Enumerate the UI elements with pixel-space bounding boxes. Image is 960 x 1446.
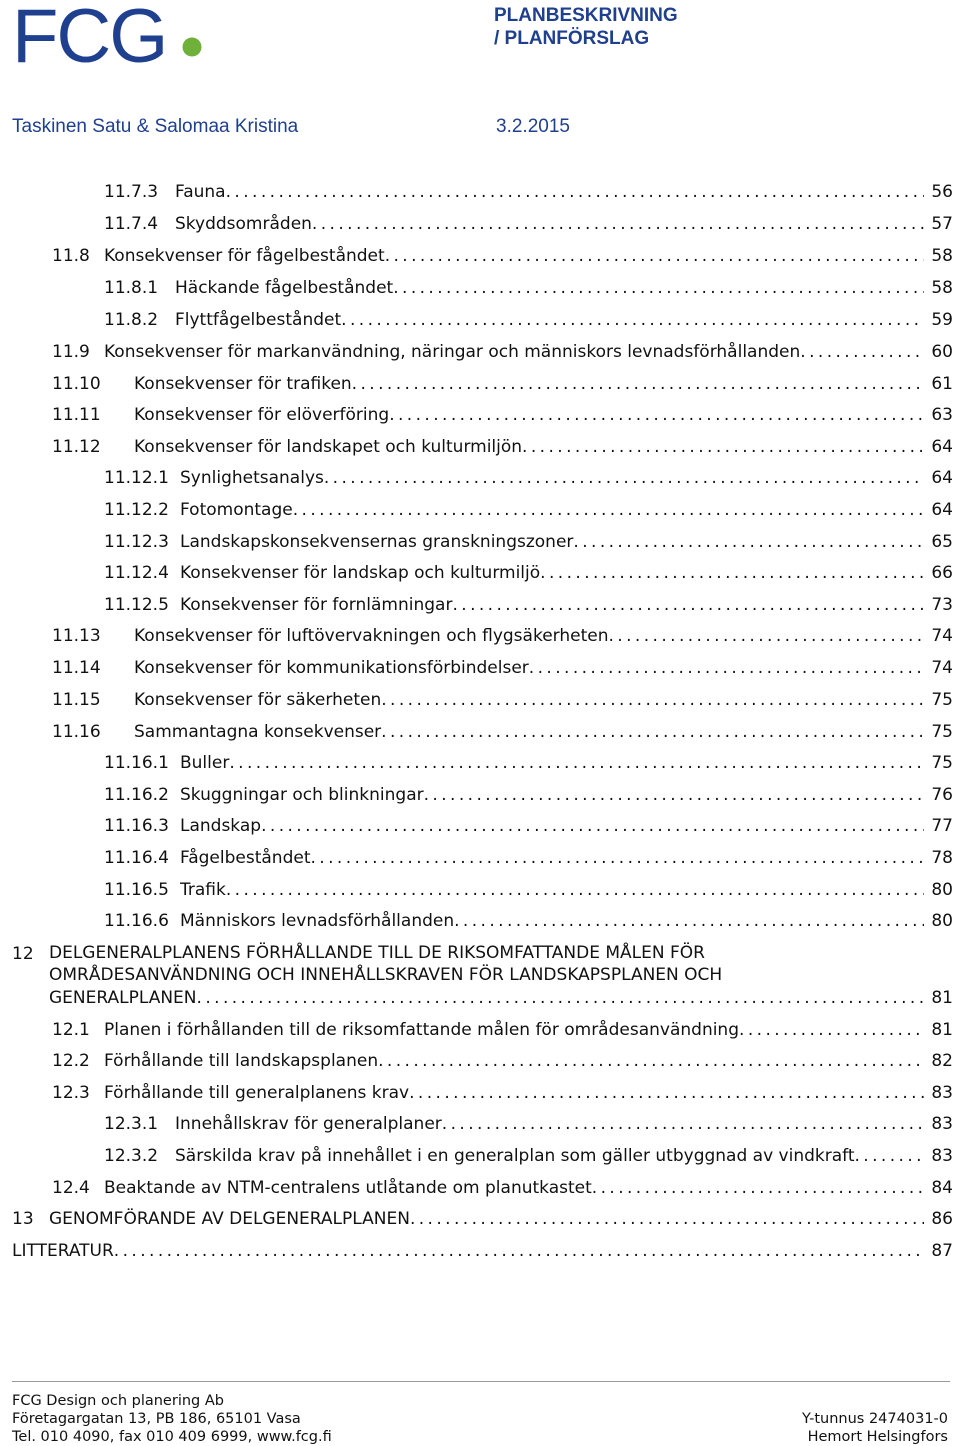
toc-entry-title: GENOMFÖRANDE AV DELGENERALPLANEN (49, 1209, 410, 1229)
toc-entry-page: 78 (931, 848, 953, 868)
toc-entry-title: Konsekvenser för elöverföring (134, 405, 390, 425)
toc-entry-page: 83 (931, 1083, 953, 1103)
toc-entry-title: Konsekvenser för kommunikationsförbindelser (134, 658, 529, 678)
toc-dot-leader (410, 1207, 924, 1231)
toc-entry-title: Fotomontage (180, 500, 293, 520)
toc-entry-number: 11.8.1 (104, 278, 159, 298)
toc-entry-page: 83 (931, 1146, 953, 1166)
toc-entry-title: LITTERATUR (12, 1241, 114, 1261)
toc-entry-page: 76 (931, 785, 953, 805)
toc-dot-leader (454, 909, 924, 933)
toc-entry-page: 80 (931, 911, 953, 931)
toc-entry[interactable] (0, 276, 960, 300)
toc-entry[interactable] (0, 561, 960, 585)
toc-entry-number: 11.12 (52, 437, 101, 457)
toc-entry[interactable] (0, 180, 960, 204)
toc-dot-leader (226, 878, 924, 902)
toc-entry-number: 11.16.6 (104, 911, 169, 931)
toc-entry-number: 11.9 (52, 342, 90, 362)
toc-entry-title: Konsekvenser för trafiken (134, 374, 352, 394)
toc-dot-leader (197, 986, 924, 1010)
toc-entry-title: Konsekvenser för fornlämningar (180, 595, 453, 615)
toc-entry-title: Konsekvenser för landskapet och kulturmiljön (134, 437, 523, 457)
doc-type-line-1: PLANBESKRIVNING (494, 5, 678, 26)
toc-entry-number: 11.16 (52, 722, 101, 742)
toc-dot-leader (442, 1112, 924, 1136)
toc-dot-leader (312, 212, 924, 236)
toc-entry[interactable] (0, 878, 960, 902)
toc-entry-number: 12.4 (52, 1178, 90, 1198)
authors: Taskinen Satu & Salomaa Kristina (12, 116, 299, 137)
toc-entry[interactable] (0, 1176, 960, 1200)
toc-entry-number: 11.7.4 (104, 214, 159, 234)
toc-entry-page: 66 (931, 563, 953, 583)
toc-dot-leader (452, 593, 924, 617)
toc-entry-page: 73 (931, 595, 953, 615)
toc-dot-leader (522, 435, 924, 459)
toc-entry-page: 86 (931, 1209, 953, 1229)
toc-entry[interactable] (0, 688, 960, 712)
toc-entry-number: 11.12.3 (104, 532, 169, 552)
toc-entry-title: Planen i förhållanden till de riksomfattande målen för områdesanvändning (104, 1020, 740, 1040)
toc-dot-leader (352, 372, 924, 396)
toc-entry-number: 12.3 (52, 1083, 90, 1103)
toc-entry-page: 75 (931, 753, 953, 773)
toc-entry-title: Sammantagna konsekvenser (134, 722, 382, 742)
toc-entry-page: 64 (931, 437, 953, 457)
toc-entry[interactable] (0, 624, 960, 648)
toc-entry-title: Landskap (180, 816, 262, 836)
toc-entry-title: Häckande fågelbeståndet (175, 278, 394, 298)
toc-entry[interactable] (0, 1018, 960, 1042)
toc-dot-leader (800, 340, 924, 364)
toc-entry-title: Skuggningar och blinkningar (180, 785, 424, 805)
toc-entry-title: Konsekvenser för luftövervakningen och flygsäkerheten (134, 626, 609, 646)
toc-entry-title: Flyttfågelbeståndet (175, 310, 342, 330)
toc-dot-leader (385, 244, 924, 268)
toc-entry-page: 74 (931, 658, 953, 678)
toc-dot-leader (311, 846, 925, 870)
toc-entry-title: Skyddsområden (175, 214, 312, 234)
toc-entry-title: Landskapskonsekvensernas granskningszoner (180, 532, 574, 552)
toc-dot-leader (608, 624, 924, 648)
toc-entry-number: 11.16.1 (104, 753, 169, 773)
toc-entry-title-line: DELGENERALPLANENS FÖRHÅLLANDE TILL DE RIKSOMFATTANDE MÅLEN FÖR (49, 943, 705, 963)
toc-entry-title: Konsekvenser för säkerheten (134, 690, 382, 710)
toc-dot-leader (381, 720, 924, 744)
toc-entry[interactable] (0, 1144, 960, 1168)
toc-entry-page: 57 (931, 214, 953, 234)
toc-entry[interactable] (0, 530, 960, 554)
toc-entry-number: 12.2 (52, 1051, 90, 1071)
toc-entry[interactable] (0, 783, 960, 807)
toc-dot-leader (424, 783, 924, 807)
toc-entry-number: 11.11 (52, 405, 101, 425)
toc-entry-number: 11.14 (52, 658, 101, 678)
toc-entry-page: 58 (931, 278, 953, 298)
toc-entry-page: 83 (931, 1114, 953, 1134)
toc-entry[interactable] (0, 372, 960, 396)
toc-entry-title: GENERALPLANEN (49, 988, 197, 1008)
toc-entry-number: 11.15 (52, 690, 101, 710)
toc-entry-title-line: OMRÅDESANVÄNDNING OCH INNEHÅLLSKRAVEN FÖR LANDSKAPSPLANEN OCH (49, 965, 723, 985)
footer-business-id: Y-tunnus 2474031-0 (801, 1411, 948, 1427)
toc-entry-number: 11.12.4 (104, 563, 169, 583)
toc-entry[interactable] (0, 244, 960, 268)
toc-dot-leader (540, 561, 924, 585)
toc-entry-number: 13 (12, 1209, 34, 1229)
toc-entry-number: 11.13 (52, 626, 101, 646)
toc-dot-leader (393, 276, 924, 300)
toc-entry-number: 11.16.3 (104, 816, 169, 836)
toc-dot-leader (855, 1144, 925, 1168)
toc-entry[interactable] (0, 1112, 960, 1136)
toc-entry[interactable] (0, 720, 960, 744)
toc-entry-page: 81 (931, 988, 953, 1008)
document-date: 3.2.2015 (496, 116, 570, 137)
toc-entry-number: 11.8.2 (104, 310, 159, 330)
toc-entry[interactable] (0, 1081, 960, 1105)
toc-entry-title: Beaktande av NTM-centralens utlåtande om planutkastet (104, 1178, 592, 1198)
footer-address: Företagargatan 13, PB 186, 65101 Vasa (12, 1411, 301, 1427)
toc-entry-page: 58 (931, 246, 953, 266)
toc-entry-number: 12.3.2 (104, 1146, 159, 1166)
toc-entry[interactable] (0, 308, 960, 332)
toc-entry-page: 82 (931, 1051, 953, 1071)
toc-entry[interactable] (0, 466, 960, 490)
toc-entry-page: 61 (931, 374, 953, 394)
toc-dot-leader (739, 1018, 924, 1042)
toc-entry-number: 11.16.2 (104, 785, 169, 805)
toc-dot-leader (529, 656, 924, 680)
toc-entry-number: 11.8 (52, 246, 90, 266)
toc-entry[interactable] (0, 814, 960, 838)
doc-type-line-2: / PLANFÖRSLAG (494, 28, 650, 49)
footer-contact: Tel. 010 4090, fax 010 409 6999, www.fcg.fi (12, 1429, 332, 1445)
footer-domicile: Hemort Helsingfors (807, 1429, 948, 1445)
toc-entry-page: 65 (931, 532, 953, 552)
toc-dot-leader (573, 530, 924, 554)
toc-entry[interactable] (0, 1049, 960, 1073)
toc-dot-leader (261, 814, 924, 838)
toc-entry-number: 11.12.1 (104, 468, 169, 488)
toc-entry-title: Fågelbeståndet (180, 848, 311, 868)
logo-dot-icon (183, 38, 202, 57)
toc-dot-leader (226, 180, 924, 204)
toc-entry-title: Förhållande till landskapsplanen (104, 1051, 379, 1071)
toc-entry[interactable] (0, 656, 960, 680)
toc-entry-title: Buller (180, 753, 230, 773)
toc-entry-title: Konsekvenser för landskap och kulturmiljö (180, 563, 541, 583)
toc-entry-number: 11.12.5 (104, 595, 169, 615)
toc-entry-number: 11.12.2 (104, 500, 169, 520)
toc-entry-number: 12 (12, 944, 34, 964)
toc-entry-number: 12.3.1 (104, 1114, 159, 1134)
toc-entry-number: 11.10 (52, 374, 101, 394)
toc-entry-page: 80 (931, 880, 953, 900)
toc-entry-page: 56 (931, 182, 953, 202)
footer-divider (12, 1381, 950, 1382)
toc-entry-page: 63 (931, 405, 953, 425)
toc-dot-leader (389, 403, 924, 427)
toc-entry-page: 75 (931, 722, 953, 742)
toc-dot-leader (293, 498, 924, 522)
toc-dot-leader (324, 466, 924, 490)
toc-entry-title: Konsekvenser för fågelbeståndet (104, 246, 385, 266)
fcg-logo (12, 2, 202, 68)
toc-dot-leader (381, 688, 924, 712)
toc-entry-page: 64 (931, 500, 953, 520)
document-type (494, 4, 678, 50)
toc-entry-title: Innehållskrav för generalplaner (175, 1114, 442, 1134)
toc-entry[interactable] (0, 435, 960, 459)
toc-entry-title: Trafik (180, 880, 226, 900)
toc-dot-leader (378, 1049, 924, 1073)
toc-entry-page: 75 (931, 690, 953, 710)
toc-entry-title: Synlighetsanalys (180, 468, 324, 488)
toc-entry[interactable] (0, 212, 960, 236)
toc-dot-leader (229, 751, 924, 775)
toc-entry[interactable] (0, 751, 960, 775)
toc-entry[interactable] (0, 593, 960, 617)
footer-company: FCG Design och planering Ab (12, 1393, 224, 1409)
toc-entry-number: 11.16.4 (104, 848, 169, 868)
toc-dot-leader (114, 1239, 924, 1263)
toc-entry-title: Särskilda krav på innehållet i en generalplan som gäller utbyggnad av vindkraft (175, 1146, 855, 1166)
toc-entry-page: 60 (931, 342, 953, 362)
toc-entry-title: Förhållande till generalplanens krav (104, 1083, 410, 1103)
toc-entry-page: 64 (931, 468, 953, 488)
toc-entry-page: 87 (931, 1241, 953, 1261)
toc-entry[interactable] (0, 403, 960, 427)
toc-entry[interactable] (0, 1239, 960, 1263)
toc-entry-number: 11.7.3 (104, 182, 159, 202)
toc-dot-leader (341, 308, 924, 332)
toc-entry-page: 81 (931, 1020, 953, 1040)
logo-text: FCG (12, 2, 167, 68)
toc-entry-page: 74 (931, 626, 953, 646)
toc-entry-page: 59 (931, 310, 953, 330)
toc-entry-page: 77 (931, 816, 953, 836)
toc-entry[interactable] (0, 498, 960, 522)
toc-entry[interactable] (0, 846, 960, 870)
toc-entry-page: 84 (931, 1178, 953, 1198)
toc-entry-title: Konsekvenser för markanvändning, näringar och människors levnadsförhållanden (104, 342, 801, 362)
toc-entry[interactable] (0, 909, 960, 933)
toc-entry[interactable] (0, 1207, 960, 1231)
toc-entry-title: Fauna (175, 182, 226, 202)
toc-dot-leader (592, 1176, 924, 1200)
toc-entry[interactable] (0, 340, 960, 364)
toc-entry-number: 11.16.5 (104, 880, 169, 900)
toc-entry-number: 12.1 (52, 1020, 90, 1040)
toc-entry-title: Människors levnadsförhållanden (180, 911, 455, 931)
toc-dot-leader (409, 1081, 924, 1105)
